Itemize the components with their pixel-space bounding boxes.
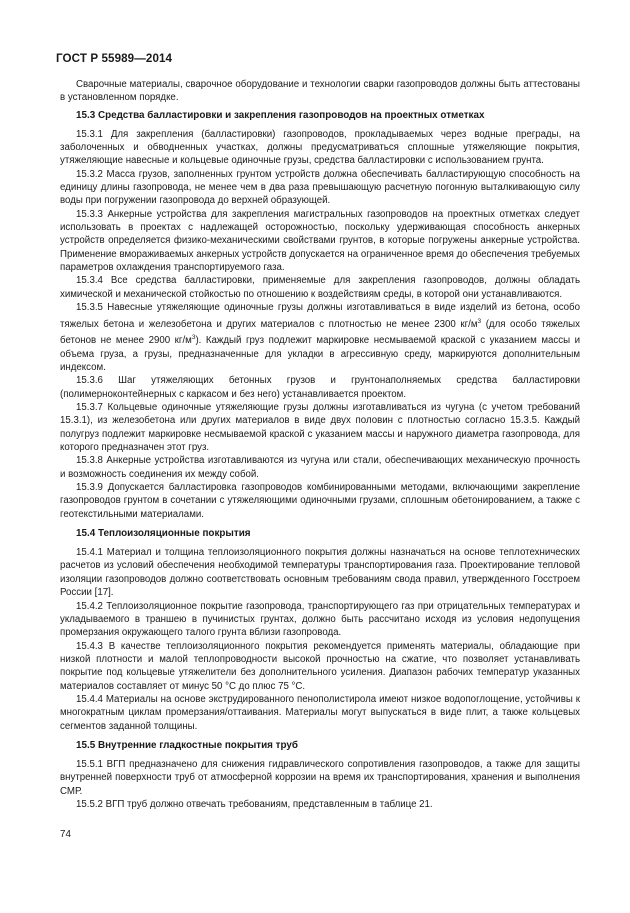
section-heading-15-5: 15.5 Внутренние гладкостные покрытия труб — [76, 739, 298, 751]
paragraph-15-3-5 — [60, 301, 580, 374]
paragraph-15-3-4: 15.3.4 Все средства балластировки, применяемые для закрепления газопроводов, должны обладать химической и механической стойкостью по отношению к воздействиям среды, в которой они устанавливаются. — [60, 275, 580, 300]
paragraph-15-3-3: 15.3.3 Анкерные устройства для закрепления магистральных газопроводов на проектных отметках следует использовать в проектах с надлежащей осторожностью, поскольку удерживающая способность анкерных устройств определяется физико-механическими свойствами грунтов, в которые погружены анкерные устройства. Применение вмораживаемых анкерных устройств допускается на ограниченное время до обеспечения требуемых параметров охлаждения транспортируемого газа. — [60, 208, 580, 274]
paragraph-15-3-9: 15.3.9 Допускается балластировка газопроводов комбинированными методами, включающими закрепление газопроводов грунтом в сочетании с утяжеляющими одиночными грузами, сплошным обетонированием, а также с геотекстильными материалами. — [60, 482, 580, 520]
paragraph-15-4-2: 15.4.2 Теплоизоляционное покрытие газопровода, транспортирующего газ при отрицательных температурах и укладываемого в траншею в пучинистых грунтах, должно быть рассчитано исходя из условия недопущения промерзания окружающего талого грунта вблизи газопровода. — [60, 600, 580, 639]
paragraph-15-4-4: 15.4.4 Материалы на основе экструдированного пенополистирола имеют низкое водопоглощение, устойчивы к многократным циклам промерзания/оттаивания. Материалы могут выпускаться в виде плит, а также кольцевых сегментов заданной толщины. — [60, 693, 580, 732]
paragraph-15-5-1: 15.5.1 ВГП предназначено для снижения гидравлического сопротивления газопроводов, а также для защиты внутренней поверхности труб от атмосферной коррозии на время их транспортирования, хранения и выполнения СМР. — [60, 758, 580, 797]
paragraph-15-3-5-part-a: 15.3.5 Навесные утяжеляющие одиночные грузы должны изготавливаться в виде изделий из бетона, особо тяжелых бетона и железобетона и других материалов с плотностью не менее 2300 кг/м — [60, 302, 580, 330]
paragraph-15-3-8: 15.3.8 Анкерные устройства изготавливаются из чугуна или стали, обеспечивающих механическую прочность и возможность соединения их между собой. — [60, 455, 580, 480]
paragraph-15-4-1: 15.4.1 Материал и толщина теплоизоляционного покрытия должны назначаться на основе теплотехнических расчетов из условий обеспечения необходимой температуры транспортирования газа. Проектирование тепловой изоляции газопроводов должно соответствовать основным требованиям свода правил, утвержденного Госстроем России [17]. — [60, 547, 580, 599]
superscript-cube: 3 — [477, 317, 482, 325]
paragraph-15-3-2: 15.3.2 Масса грузов, заполненных грунтом устройств должна обеспечивать балластирующую способность на единицу длины газопровода, не менее чем в два раза превышающую расчетную погонную выталкивающую силу воды при погружении газопровода до верхней образующей. — [60, 168, 580, 207]
paragraph-15-3-6: 15.3.6 Шаг утяжеляющих бетонных грузов и грунтонаполняемых средства балластировки (полимерноконтейнерных с каркасом и без него) устанавливается проектом. — [60, 375, 580, 400]
paragraph-15-5-2: 15.5.2 ВГП труб должно отвечать требованиям, представленным в таблице 21. — [76, 798, 433, 810]
section-heading-15-4: 15.4 Теплоизоляционные покрытия — [76, 528, 251, 540]
paragraph-15-4-3: 15.4.3 В качестве теплоизоляционного покрытия рекомендуется применять материалы, обладающие при низкой плотности и малой теплопроводности высокой прочностью на сжатие, что позволяет устанавливать покрытие под кольцевые утяжелители без дополнительного усиления. Диапазон рабочих температур указанных материалов составляет от минус 50 °С до плюс 75 °С. — [60, 640, 580, 692]
section-heading-15-3: 15.3 Средства балластировки и закрепления газопроводов на проектных отметках — [76, 109, 485, 121]
document-body — [60, 78, 580, 811]
paragraph-15-3-5-part-b: (для особо тяжелых бетонов не менее 2900 кг/м — [60, 318, 580, 347]
paragraph-15-3-1: 15.3.1 Для закрепления (балластировки) газопроводов, прокладываемых через водные преграды, на заболоченных и обводненных участках, должны предусматриваться сплошные утяжеляющие покрытия, утяжеляющие навесные и кольцевые одиночные грузы, средства балластировки с использованием грунта. — [60, 128, 580, 167]
document-header: ГОСТ Р 55989—2014 — [56, 52, 173, 65]
intro-paragraph: Сварочные материалы, сварочное оборудование и технологии сварки газопроводов должны быть аттестованы в установленном порядке. — [60, 79, 580, 104]
paragraph-15-3-7: 15.3.7 Кольцевые одиночные утяжеляющие грузы должны изготавливаться из чугуна (с учетом требований 15.3.1), из железобетона или других материалов в виде двух половин с плотностью согласно 15.3.5. Каждый полугруз подлежит маркировке несмываемой краской с указанием массы и наружного диаметра газопровода, для которого предназначен этот груз. — [60, 402, 580, 454]
page-number: 74 — [60, 829, 71, 840]
superscript-cube: 3 — [191, 334, 196, 342]
paragraph-15-3-5-part-c: ). Каждый груз подлежит маркировке несмываемой краской с указанием массы и объема груза, а грузы, предназначенные для укладки в агрессивную среду, маркируются дополнительным индексом. — [60, 335, 580, 373]
